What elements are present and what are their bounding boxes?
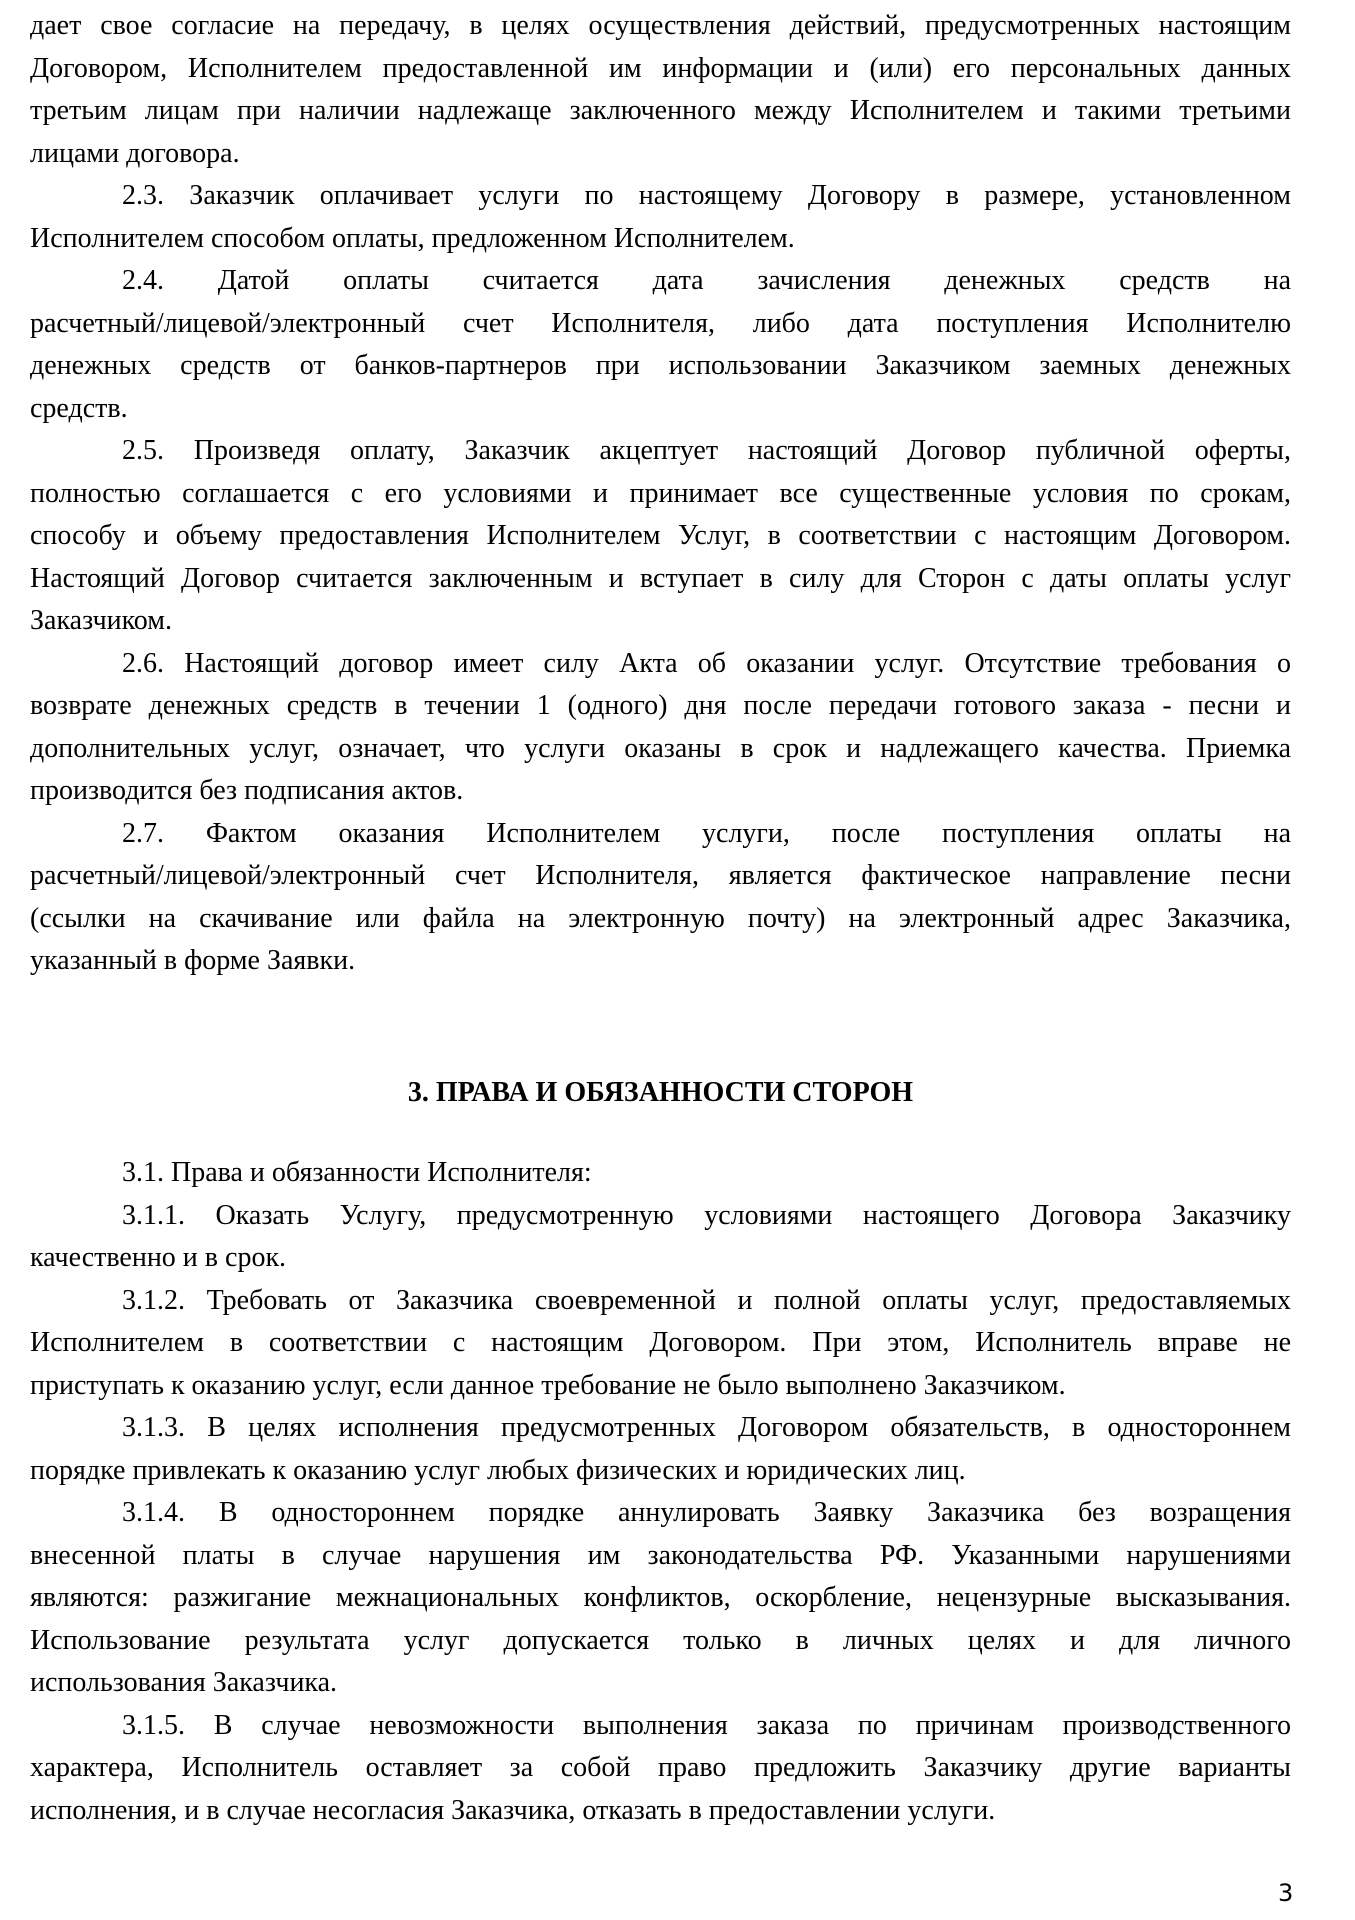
- page-number: 3: [1278, 1879, 1294, 1907]
- paragraph-first-line: 3.1.3. В целях исполнения предусмотренных Договором обязательств, в одностороннем: [122, 1412, 1291, 1443]
- paragraph-line: являются: разжигание межнациональных конфликтов, оскорбление, нецензурные высказывания.: [30, 1582, 1291, 1613]
- paragraph-line: расчетный/лицевой/электронный счет Исполнителя, либо дата поступления Исполнителю: [30, 307, 1291, 339]
- paragraph-first-line: 3.1.1. Оказать Услугу, предусмотренную условиями настоящего Договора Заказчику: [122, 1199, 1291, 1231]
- paragraph-line: Исполнителем в соответствии с настоящим Договором. При этом, Исполнитель вправе не: [30, 1327, 1291, 1358]
- paragraph-first-line: 2.7. Фактом оказания Исполнителем услуги, после поступления оплаты на: [122, 817, 1291, 849]
- paragraph-line: Заказчиком.: [30, 605, 172, 636]
- paragraph-line: приступать к оказанию услуг, если данное требование не было выполнено Заказчиком.: [30, 1369, 1066, 1401]
- paragraph-line: лицами договора.: [30, 137, 240, 169]
- paragraph-line: расчетный/лицевой/электронный счет Исполнителя, является фактическое направление песни: [30, 860, 1291, 891]
- paragraph-line: Использование результата услуг допускается только в личных целях и для личного: [30, 1624, 1291, 1656]
- paragraph-line: возврате денежных средств в течении 1 (одного) дня после передачи готового заказа - песни и: [30, 690, 1291, 721]
- paragraph-first-line: 3.1.2. Требовать от Заказчика своевременной и полной оплаты услуг, предоставляемых: [122, 1284, 1291, 1316]
- section-2-body: [30, 5, 1291, 983]
- paragraph-line: Настоящий Договор считается заключенным и вступает в силу для Сторон с даты оплаты услуг: [30, 562, 1291, 594]
- paragraph-line: внесенной платы в случае нарушения им законодательства РФ. Указанными нарушениями: [30, 1539, 1291, 1571]
- paragraph-line: Исполнителем способом оплаты, предложенном Исполнителем.: [30, 222, 795, 254]
- paragraph-line: дополнительных услуг, означает, что услуги оказаны в срок и надлежащего качества. Приемка: [30, 732, 1291, 764]
- paragraph-line: указанный в форме Заявки.: [30, 945, 356, 976]
- paragraph-line: Договором, Исполнителем предоставленной им информации и (или) его персональных данных: [30, 52, 1291, 84]
- paragraph-line: дает свое согласие на передачу, в целях осуществления действий, предусмотренных настоящим: [30, 10, 1291, 41]
- paragraph-line: использования Заказчика.: [30, 1667, 338, 1698]
- paragraph-line: исполнения, и в случае несогласия Заказчика, отказать в предоставлении услуги.: [30, 1794, 996, 1826]
- paragraph-line: денежных средств от банков-партнеров при использовании Заказчиком заемных денежных: [30, 350, 1291, 381]
- section-3-body: [30, 1152, 1291, 1832]
- paragraph-line: полностью соглашается с его условиями и принимает все существенные условия по срокам,: [30, 477, 1291, 509]
- paragraph-line: качественно и в срок.: [30, 1242, 287, 1273]
- section-3-heading: 3. ПРАВА И ОБЯЗАННОСТИ СТОРОН: [407, 1077, 914, 1108]
- paragraph-line: (ссылки на скачивание или файла на электронную почту) на электронный адрес Заказчика,: [30, 902, 1291, 934]
- paragraph-first-line: 2.5. Произведя оплату, Заказчик акцептует настоящий Договор публичной оферты,: [122, 435, 1291, 466]
- paragraph-line: средств.: [30, 392, 128, 424]
- paragraph-first-line: 3.1.4. В одностороннем порядке аннулировать Заявку Заказчика без возращения: [122, 1497, 1291, 1528]
- paragraph-first-line: 3.1.5. В случае невозможности выполнения заказа по причинам производственного: [122, 1709, 1291, 1741]
- paragraph-line: производится без подписания актов.: [30, 775, 464, 806]
- paragraph-line: порядке привлекать к оказанию услуг любых физических и юридических лиц.: [30, 1454, 966, 1486]
- paragraph-first-line: 2.4. Датой оплаты считается дата зачисления денежных средств на: [122, 265, 1291, 296]
- paragraph-line: третьим лицам при наличии надлежаще заключенного между Исполнителем и такими третьими: [30, 95, 1291, 126]
- paragraph-first-line: 2.6. Настоящий договор имеет силу Акта об оказании услуг. Отсутствие требования о: [122, 647, 1291, 679]
- paragraph-first-line: 2.3. Заказчик оплачивает услуги по настоящему Договору в размере, установленном: [122, 180, 1291, 211]
- paragraph-first-line: 3.1. Права и обязанности Исполнителя:: [122, 1157, 592, 1188]
- paragraph-line: характера, Исполнитель оставляет за собой право предложить Заказчику другие варианты: [30, 1752, 1291, 1783]
- paragraph-line: способу и объему предоставления Исполнителем Услуг, в соответствии с настоящим Договором.: [30, 520, 1291, 551]
